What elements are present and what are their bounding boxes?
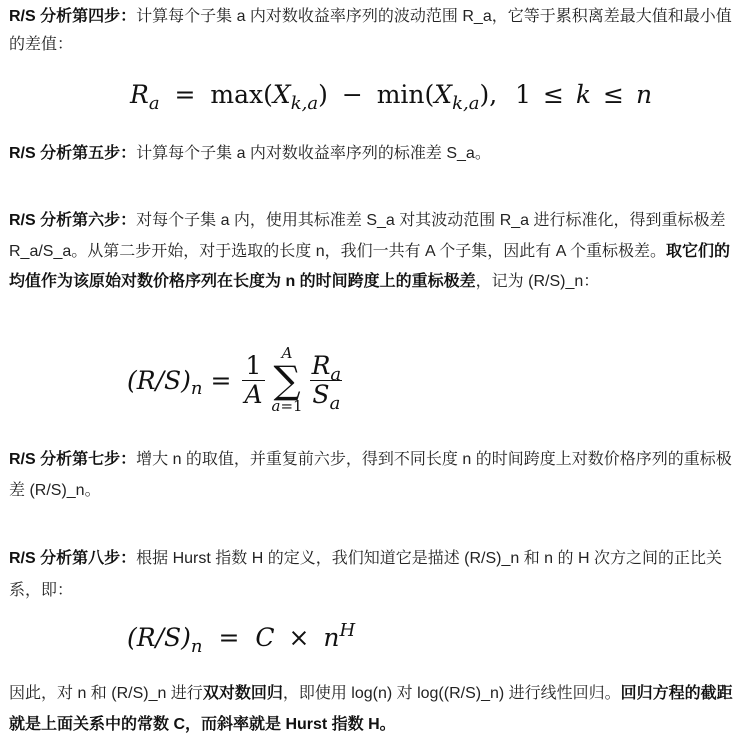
fraction-R-over-S: $\frac{R_a}{S_a}$ <box>311 351 342 414</box>
step-6-title: R/S 分析第六步： <box>9 212 137 229</box>
step-8-text: 根据 Hurst 指数 H 的定义，我们知道它是描述 (R/S)_n 和 n 的 H 次方之间的正比关系，即： <box>9 550 722 599</box>
summation: A ∑ a=1 <box>271 344 303 415</box>
formula-hurst-power-law: $(R/S)_n = C \times n^H$ <box>127 620 356 658</box>
step-5-paragraph <box>9 140 737 168</box>
step-5-text: 计算每个子集 a 内对数收益率序列的标准差 S_a。 <box>136 145 491 162</box>
fraction-one-over-A: $\frac{1}{A}$ <box>244 351 263 409</box>
step-6-paragraph <box>9 206 733 298</box>
formula-mean-rescaled-range: (R/S) $_n$ = $\frac{1}{A}$ A ∑ a=1 $\frac{R_a}{S_a}$ <box>127 344 342 415</box>
step-6-text: 对每个子集 a 内，使用其标准差 S_a 对其波动范围 R_a 进行标准化，得到重标极差 R_a/S_a。从第二步开始，对于选取的长度 n，我们一共有 A 个子集，因此有 A 个重标极差。 <box>9 212 726 260</box>
step-7-text: 增大 n 的取值，并重复前六步，得到不同长度 n 的时间跨度上对数价格序列的重标极差 (R/S)_n。 <box>9 451 732 499</box>
step-4-paragraph <box>9 3 737 59</box>
step-4-text: 计算每个子集 a 内对数收益率序列的波动范围 R_a，它等于累积离差最大值和最小值的差值： <box>9 8 732 53</box>
formula-range: $R_a = \max(X_{k,a}) - \min(X_{k,a})$, 1 ≤ k ≤ n <box>130 80 653 115</box>
step-7-title: R/S 分析第七步： <box>9 451 137 468</box>
step-6-text-tail: ，记为 (R/S)_n： <box>475 273 600 290</box>
conclusion-text-1: 因此，对 n 和 (R/S)_n 进行 <box>9 685 203 702</box>
conclusion-bold-1: 双对数回归 <box>202 685 283 702</box>
step-8-paragraph <box>9 543 737 607</box>
step-8-title: R/S 分析第八步： <box>9 550 137 567</box>
step-4-title: R/S 分析第四步： <box>9 8 137 25</box>
step-6-bold-text: 取它们的均值作为该原始对数价格序列在长度为 n 的时间跨度上的重标极差 <box>9 242 730 290</box>
step-7-paragraph <box>9 444 737 506</box>
step-5-title: R/S 分析第五步： <box>9 145 137 162</box>
conclusion-paragraph <box>9 678 737 740</box>
conclusion-bold-2: 回归方程的截距就是上面关系中的常数 C，而斜率就是 Hurst 指数 H。 <box>9 685 733 733</box>
conclusion-text-2: ，即使用 log(n) 对 log((R/S)_n) 进行线性回归。 <box>282 685 621 702</box>
